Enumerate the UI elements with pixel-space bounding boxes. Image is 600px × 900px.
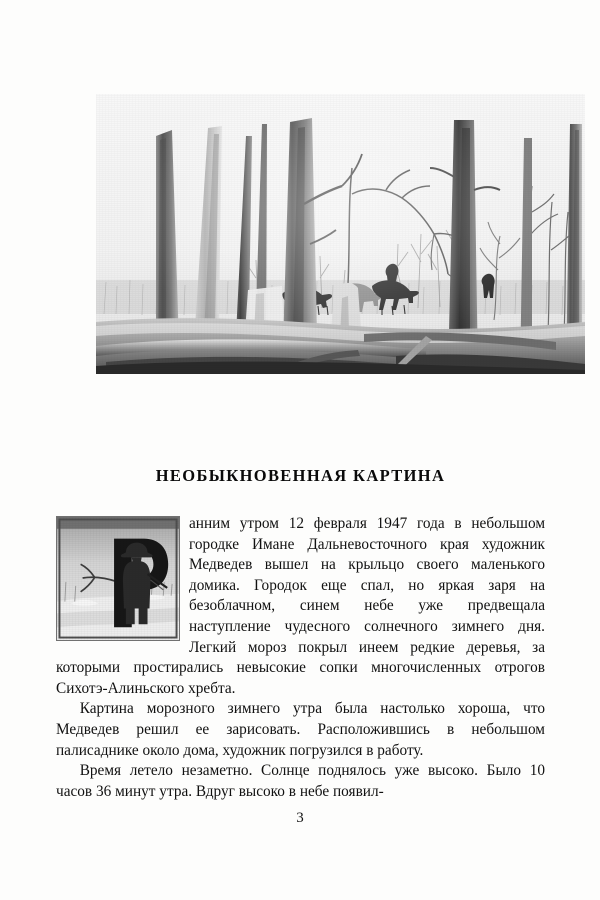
paragraph-1-text: анним утром 12 февраля 1947 года в небольшом городке Имане Дальневосточного края художник Медведев вышел на крыльцо своего маленького домика. Городок еще спал, но яркая заря на безоблачном, синем небе уже предвещала наступление чудесного солнечного зимнего дня. Легкий мороз покрыл инеем редкие деревья, за которыми простирались невысокие сопки многочисленных отрогов Сихотэ-Алиньского хребта.: [56, 515, 545, 697]
chapter-illustration: [96, 94, 585, 374]
page-number: 3: [296, 810, 304, 826]
text-column: [56, 466, 545, 802]
body-copy: [56, 514, 545, 802]
paragraph-3: Время летело незаметно. Солнце поднялось уже высоко. Было 10 часов 36 минут утра. Вдруг высоко в небе появил-: [56, 762, 545, 800]
paragraph-1: [56, 514, 545, 699]
drop-cap-initial: [56, 516, 180, 641]
chapter-title: НЕОБЫКНОВЕННАЯ КАРТИНА: [155, 466, 446, 485]
paragraph-2: Картина морозного зимнего утра была настолько хороша, что Медведев решил ее зарисовать. Расположившись в небольшом палисаднике около дома, художник погрузился в работу.: [56, 700, 545, 759]
